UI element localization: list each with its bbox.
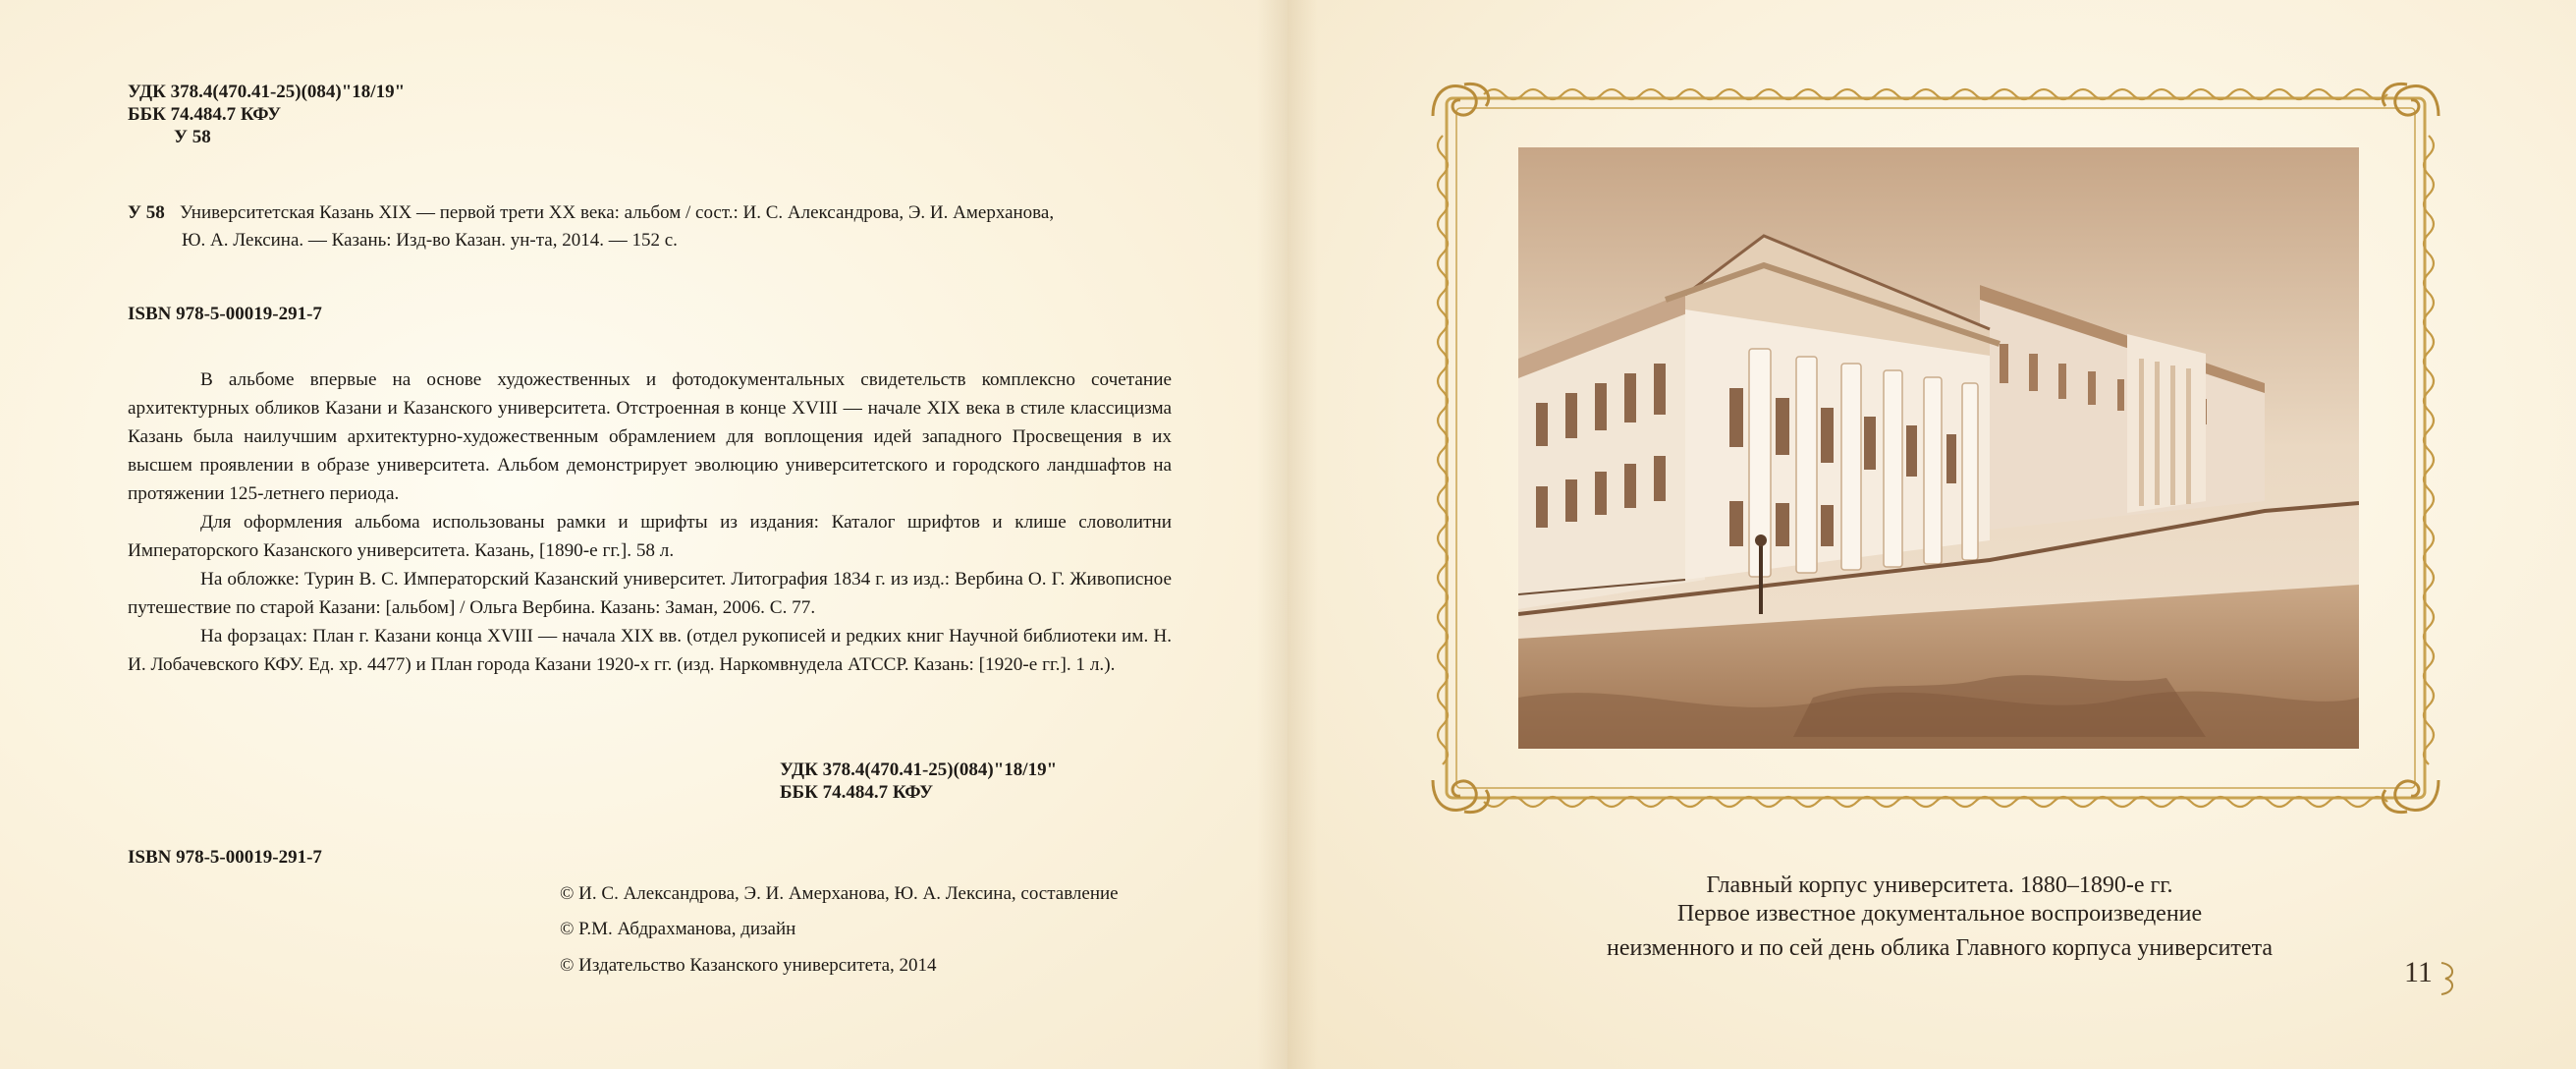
- page-number: 11: [2404, 956, 2433, 988]
- classification-bbk: ББК 74.484.7 КФУ: [780, 782, 934, 803]
- annotation-paragraph: На обложке: Турин В. С. Императорский Казанский университет. Литография 1834 г. из изд.: Вербина О. Г. Живописное путешествие по старой Казани: [альбом] / Ольга Вербина. Казань: Заман, 2006. С. 77.: [128, 569, 1172, 618]
- bib-record-line2: Ю. А. Лексина. — Казань: Изд-во Казан. ун-та, 2014. — 152 с.: [182, 230, 678, 251]
- annotation-paragraph: Для оформления альбома использованы рамки и шрифты из издания: Каталог шрифтов и клише словолитни Императорского Казанского университета. Казань, [1890-е гг.]. 58 л.: [128, 512, 1172, 561]
- credit-compilers: © И. С. Александрова, Э. И. Амерханова, Ю. А. Лексина, составление: [560, 883, 1119, 904]
- credit-design: © Р.М. Абдрахманова, дизайн: [560, 919, 796, 939]
- university-building-photo: [1518, 147, 2359, 749]
- annotation: [128, 366, 1172, 679]
- photo-caption-title: Главный корпус университета. 1880–1890-е гг.: [1706, 872, 2173, 898]
- bib-record-line1: Университетская Казань XIX — первой трети XX века: альбом / сост.: И. С. Александрова, Э. И. Амерханова,: [180, 202, 1055, 223]
- header-bbk: ББК 74.484.7 КФУ: [128, 104, 282, 125]
- bib-code: У 58: [128, 202, 165, 223]
- header-udk: УДК 378.4(470.41-25)(084)"18/19": [128, 82, 406, 102]
- header-code: У 58: [174, 127, 211, 147]
- annotation-paragraph: На форзацах: План г. Казани конца XVIII — начала XIX вв. (отдел рукописей и редких книг Научной библиотеки им. Н. И. Лобачевского КФУ. Ед. хр. 4477) и План города Казани 1920-х гг. (изд. Наркомвнудела АТССР. Казань: [1920-е гг.]. 1 л.).: [128, 626, 1172, 675]
- building-photo-icon: [1518, 147, 2359, 749]
- credit-publisher: © Издательство Казанского университета, 2014: [560, 955, 937, 976]
- book-gutter: [1257, 0, 1318, 1069]
- classification-udk: УДК 378.4(470.41-25)(084)"18/19": [780, 760, 1058, 780]
- page-number-flourish-icon: [2438, 959, 2461, 998]
- photo-caption-line3: неизменного и по сей день облика Главного корпуса университета: [1606, 935, 2274, 961]
- annotation-paragraph: В альбоме впервые на основе художественных и фотодокументальных свидетельств комплексно сочетание архитектурных обликов Казани и Казанского университета. Отстроенная в конце XVIII — начале XIX века в стиле классицизма Казань была наилучшим архитектурно-художественным обрамлением для воплощения идей западного Просвещения в их высшем проявлении в образе университета. Альбом демонстрирует эволюцию университетского и городского ландшафтов на протяжении 125-летнего периода.: [128, 369, 1172, 504]
- isbn-top: ISBN 978-5-00019-291-7: [128, 304, 322, 324]
- photo-caption-line2: Первое известное документальное воспроизведение: [1676, 901, 2203, 927]
- isbn-bottom: ISBN 978-5-00019-291-7: [128, 847, 322, 868]
